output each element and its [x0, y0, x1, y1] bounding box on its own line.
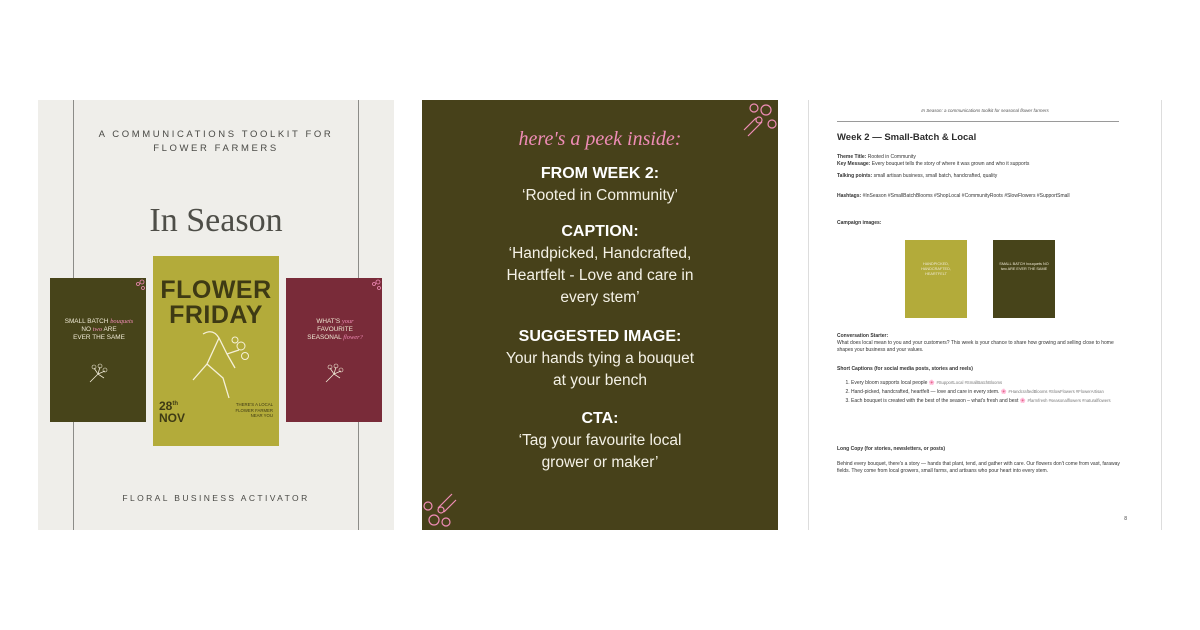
page-number: 8 — [1124, 516, 1127, 522]
thumbnail-text: HANDPICKED, HANDCRAFTED, HEARTFELT — [921, 262, 951, 276]
section-value: grower or maker’ — [541, 454, 659, 471]
peek-section-week — [422, 163, 778, 207]
flower-friday-line1: FLOWER — [160, 276, 272, 304]
peek-section-cta — [422, 408, 778, 474]
flower-corner-icon — [130, 278, 146, 294]
cover-card-favourite-flower — [286, 278, 382, 422]
week-title: Week 2 — Small-Batch & Local — [837, 132, 977, 143]
card-left-text: SMALL BATCH bouquets NO two ARE EVER THE SAME — [64, 318, 134, 341]
short-captions-label: Short Captions (for social media posts, stories and reels) — [837, 366, 973, 372]
event-notice: THERE'S A LOCAL FLOWER FARMER NEAR YOU — [235, 402, 273, 418]
bouquet-hand-icon — [322, 362, 346, 388]
cover-card-flower-friday — [153, 256, 279, 446]
section-label: SUGGESTED IMAGE: — [518, 328, 682, 345]
section-value: Heartfelt - Love and care in — [506, 267, 694, 284]
section-value: ‘Handpicked, Handcrafted, — [508, 245, 692, 262]
section-value: Your hands tying a bouquet — [505, 350, 695, 367]
long-copy-label: Long Copy (for stories, newsletters, or posts) — [837, 446, 946, 452]
hashtags-line: Hashtags: #InSeason #SmallBatchBlooms #ShopLocal #CommunityRoots #SlowFlowers #SupportSmall — [837, 193, 1070, 199]
campaign-images-label: Campaign images: — [837, 220, 882, 226]
campaign-image-thumbnail[interactable] — [993, 240, 1055, 318]
event-date: 28th NOV — [159, 399, 186, 425]
document-page-panel[interactable] — [808, 100, 1162, 530]
cover-card-small-batch — [50, 278, 146, 422]
peek-inside-panel[interactable] — [422, 100, 778, 530]
flower-corner-icon — [366, 278, 382, 294]
thumbnail-text: SMALL BATCH bouquets NO two ARE EVER THE SAME — [999, 262, 1049, 271]
flower-runner-icon — [183, 324, 253, 404]
cover-panel[interactable] — [38, 100, 394, 530]
section-label: CAPTION: — [561, 223, 639, 240]
bouquet-hand-icon — [86, 362, 110, 388]
section-value: ‘Tag your favourite local — [518, 432, 682, 449]
cover-footer: FLORAL BUSINESS ACTIVATOR — [122, 493, 310, 503]
page-header: In Season: a communications toolkit for seasonal flower farmers — [921, 108, 1049, 113]
list-item: 3. Each bouquet is created with the best of the season – what's fresh and best 🌸 #farmfresh #seasonalflowers #naturalflowers — [851, 397, 1143, 405]
talking-points-line: Talking points: small artisan business, small batch, handcrafted, quality — [837, 173, 998, 179]
short-captions-list — [837, 379, 1143, 406]
key-message-line: Key Message: Every bouquet tells the story of where it was grown and who it supports — [837, 161, 1030, 167]
conversation-starter: Conversation Starter: What does local mean to you and your customers? This week is your chance to share how growing and selling close to home shapes your business and your values. — [837, 333, 1114, 353]
flower-corner-icon — [422, 490, 474, 530]
campaign-image-thumbnail[interactable] — [905, 240, 967, 318]
flower-friday-line2: FRIDAY — [169, 301, 263, 329]
peek-heading: here's a peek inside: — [518, 128, 682, 150]
list-item: 2. Hand-picked, handcrafted, heartfelt — love and care in every stem. 🌸 #HandcraftedBlooms #SlowFlowers #FlowerArtisan — [851, 388, 1143, 396]
section-value: every stem’ — [560, 289, 640, 306]
cover-subtitle: A COMMUNICATIONS TOOLKIT FOR FLOWER FARMERS — [98, 129, 334, 154]
section-label: FROM WEEK 2: — [540, 165, 660, 182]
peek-section-image — [422, 326, 778, 392]
section-label: CTA: — [581, 410, 619, 427]
theme-line: Theme Title: Rooted in Community — [837, 154, 916, 160]
header-rule — [837, 121, 1119, 122]
section-value: ‘Rooted in Community’ — [522, 187, 678, 204]
peek-section-caption — [422, 221, 778, 309]
card-right-text: WHAT'S your FAVOURITE SEASONAL flower? — [307, 318, 363, 341]
cover-title: In Season — [149, 202, 283, 239]
long-copy-text: Behind every bouquet, there's a story — hands that plant, tend, and gather with care. Our flowers don't come from vast, faraway fields. They come from local growers, small farms, and artisans who pour heart into every stem. — [837, 461, 1120, 474]
list-item: 1. Every bloom supports local people 🌸 #SupportLocal #SmallBatchBlooms — [851, 379, 1143, 387]
section-value: at your bench — [553, 372, 647, 389]
